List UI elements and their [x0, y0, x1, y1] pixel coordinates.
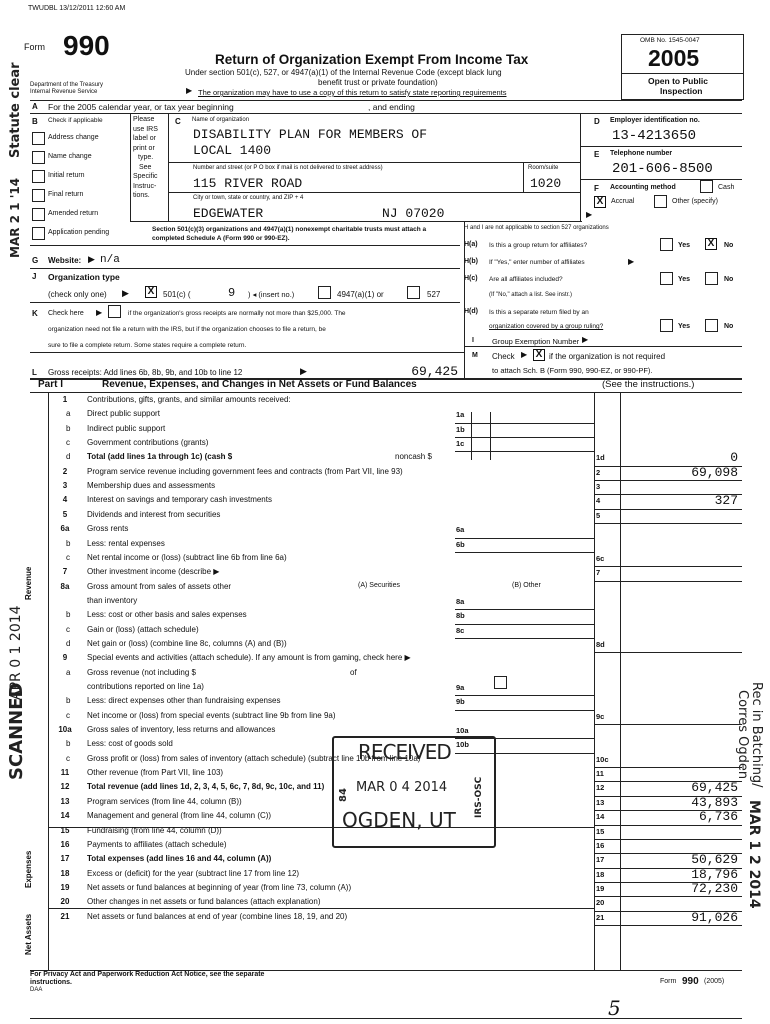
- line-number: 20: [596, 898, 605, 908]
- row-rule: [455, 538, 594, 539]
- row-number: 13: [60, 796, 70, 806]
- hb-text: If "Yes," enter number of affiliates: [489, 259, 585, 266]
- line-number: 15: [596, 826, 605, 836]
- rec-batching-stamp: Rec in Batching/: [749, 682, 764, 788]
- row-number: 7: [62, 567, 68, 577]
- row-rule: [455, 624, 594, 625]
- arrow-icon: ▶: [521, 350, 528, 359]
- l-label: L: [32, 368, 37, 377]
- row-rule: [455, 451, 594, 452]
- line-a-label: A: [32, 102, 38, 111]
- row-label: Less: cost of goods sold: [87, 739, 173, 749]
- j-label: J: [32, 272, 37, 281]
- row-rule: [455, 609, 594, 610]
- row-label: Total revenue (add lines 1d, 2, 3, 4, 5, 6c, 7, 8d, 9c, 10c, and 11): [87, 782, 325, 792]
- application-pending-label: Application pending: [48, 229, 110, 236]
- row-label: Other revenue (from Part VII, line 103): [87, 768, 224, 778]
- row-label: Payments to affiliates (attach schedule): [87, 839, 227, 849]
- gross-receipts-text: Gross receipts: Add lines 6b, 8b, 9b, and 10b to line 12: [48, 368, 243, 377]
- row-rule: [594, 839, 742, 840]
- inspection: Inspection: [660, 86, 703, 96]
- row-label-2: of: [350, 667, 357, 677]
- received-date: MAR 0 4 2014: [356, 780, 448, 795]
- 527-label: 527: [427, 290, 441, 299]
- row-rule: [594, 925, 742, 926]
- org-name-label: Name of organization: [192, 117, 250, 123]
- group-exemption-text: Group Exemption Number: [492, 337, 580, 346]
- footer-form-number: 990: [682, 976, 699, 987]
- line-number: 9c: [596, 711, 605, 721]
- privacy-instructions: instructions.: [30, 979, 73, 986]
- m-text-3: to attach Sch. B (Form 990, 990-EZ, or 990-PF).: [492, 366, 653, 375]
- row-letter: a: [66, 409, 71, 419]
- timestamp-stamp: TWUDBL 13/12/2011 12:60 AM: [28, 5, 126, 12]
- form-subtitle-2: benefit trust or private foundation): [318, 78, 438, 87]
- row-label: Other investment income (describe ▶: [87, 567, 220, 577]
- hd-label: H(d): [464, 308, 478, 315]
- row-number: 2: [62, 466, 68, 476]
- net-assets-side-label: Net Assets: [24, 913, 33, 955]
- row-label: Gross revenue (not including $: [87, 667, 196, 677]
- cash-label: Cash: [718, 184, 735, 191]
- hb-label: H(b): [464, 258, 478, 265]
- row-letter: b: [66, 610, 71, 620]
- address-change-checkbox[interactable]: [32, 132, 45, 145]
- row-rule: [455, 552, 594, 553]
- row-label-2: noncash $: [395, 452, 432, 462]
- name-change-checkbox[interactable]: [32, 151, 45, 164]
- line-number: 12: [596, 783, 605, 793]
- row-letter: b: [66, 538, 71, 548]
- row-label: Net assets or fund balances at beginning of year (from line 73, column (A)): [87, 882, 352, 892]
- final-return-checkbox[interactable]: [32, 189, 45, 202]
- row-rule: [594, 896, 742, 897]
- ha-yes-label: Yes: [678, 242, 691, 249]
- k-checkbox[interactable]: [108, 305, 121, 318]
- line-amount: 43,893: [691, 794, 738, 810]
- row-label: Excess or (deficit) for the year (subtract line 17 from line 12): [87, 868, 300, 878]
- row-rule: [594, 523, 742, 524]
- row-label: Other changes in net assets or fund balances (attach explanation): [87, 897, 321, 907]
- insert-no: ) ◂ (insert no.): [248, 290, 295, 299]
- hc-text: Are all affiliates included?: [489, 276, 563, 283]
- line-amount: 91,026: [691, 909, 738, 925]
- m-checkbox[interactable]: X: [533, 349, 545, 361]
- hd-no-checkbox[interactable]: [705, 319, 718, 332]
- room-suite: 1020: [530, 176, 562, 191]
- line-number: 5: [596, 510, 601, 520]
- batching-date-stamp: MAR 1 2 2014: [746, 800, 762, 909]
- row-number: 8a: [60, 581, 70, 591]
- hc-no-label: No: [724, 276, 734, 283]
- row-label: Fundraising (from line 44, column (D)): [87, 825, 222, 835]
- hd-no-label: No: [724, 323, 734, 330]
- line-number: 8d: [596, 639, 605, 649]
- m-label: M: [472, 352, 478, 359]
- org-type-label: Organization type: [48, 272, 120, 282]
- row-label: Contributions, gifts, grants, and similar amounts received:: [87, 395, 291, 404]
- row-rule: [594, 767, 742, 768]
- line-amount: 69,098: [691, 464, 738, 480]
- line-number: 16: [596, 840, 605, 850]
- m-check-text: Check: [492, 352, 515, 361]
- column-b-header: (B) Other: [512, 581, 541, 589]
- daa-label: DAA: [30, 987, 43, 993]
- other-method-checkbox[interactable]: [654, 195, 667, 208]
- ha-text: Is this a group return for affiliates?: [489, 242, 588, 249]
- row-rule: [455, 710, 594, 711]
- row-number: 3: [62, 481, 68, 491]
- open-public: Open to Public: [648, 76, 708, 86]
- amended-return-label: Amended return: [48, 210, 99, 217]
- arrow-icon: ▶: [586, 210, 593, 219]
- form-title: Return of Organization Exempt From Income Tax: [215, 52, 529, 67]
- row-number: 9: [62, 653, 68, 663]
- row-label: Gross sales of inventory, less returns and allowances: [87, 725, 276, 735]
- accrual-label: Accrual: [611, 198, 635, 205]
- part1-see-instructions: (See the instructions.): [602, 379, 695, 390]
- row-number: 12: [60, 782, 70, 792]
- row-label: Gross rents: [87, 524, 129, 534]
- phone-label: Telephone number: [610, 150, 673, 157]
- line-c-label: C: [175, 117, 181, 126]
- subline-number: 9a: [456, 683, 465, 692]
- subline-number: 10b: [456, 740, 469, 750]
- row-number: 1: [62, 395, 68, 404]
- line-amount: 69,425: [691, 780, 738, 796]
- column-a-header: (A) Securities: [358, 581, 401, 589]
- line-amount: 6,736: [698, 809, 738, 825]
- k-text-2: if the organization's gross receipts are normally not more than $25,000. The: [128, 310, 346, 317]
- form-number: 990: [63, 30, 110, 61]
- form-subtitle-1: Under section 501(c), 527, or 4947(a)(1) of the Internal Revenue Code (except black lung: [185, 68, 502, 77]
- line-number: 18: [596, 869, 605, 879]
- hd-text-1: Is this a separate return filed by an: [489, 309, 589, 316]
- line-e-label: E: [594, 150, 600, 159]
- row-rule: [594, 566, 742, 567]
- subline-number: 10a: [456, 726, 469, 736]
- arrow-icon: ▶: [300, 366, 307, 376]
- hc-yes-checkbox[interactable]: [660, 272, 673, 285]
- line-amount: 50,629: [691, 852, 738, 868]
- hc-yes-label: Yes: [678, 276, 691, 283]
- line-b-label: B: [32, 117, 38, 126]
- subline-number: 1b: [456, 424, 465, 434]
- row-letter: c: [66, 753, 70, 763]
- line-amount: 18,796: [691, 866, 738, 882]
- line-number: 17: [596, 855, 605, 865]
- row-label: contributions reported on line 1a): [87, 682, 204, 691]
- room-suite-label: Room/suite: [528, 165, 559, 171]
- check-only-one: (check only one): [48, 290, 107, 299]
- city-label: City or town, state or country, and ZIP + 4: [193, 195, 304, 201]
- part1-label: Part I: [38, 379, 64, 390]
- row-letter: c: [66, 438, 70, 448]
- hc-label: H(c): [464, 275, 478, 282]
- row-label: Less: rental expenses: [87, 538, 165, 548]
- line-amount: 327: [714, 493, 738, 509]
- row-label: Gain or (loss) (attach schedule): [87, 624, 199, 634]
- line-d-label: D: [594, 117, 600, 126]
- row-number: 16: [60, 839, 70, 849]
- row-letter: b: [66, 423, 71, 433]
- row-letter: b: [66, 696, 71, 706]
- tax-year: 2005: [648, 45, 700, 71]
- line-number: 2: [596, 467, 601, 477]
- row-label: Net income or (loss) from special events (subtract line 9b from line 9a): [87, 710, 336, 720]
- row-number: 11: [60, 768, 70, 778]
- row-number: 10a: [58, 725, 72, 735]
- ein-value: 13-4213650: [612, 128, 697, 144]
- part1-title: Revenue, Expenses, and Changes in Net Assets or Fund Balances: [102, 379, 417, 390]
- name-change-label: Name change: [48, 153, 92, 160]
- subline-number: 1c: [456, 439, 465, 449]
- 501c-label: 501(c) (: [163, 290, 191, 299]
- line-number: 3: [596, 482, 601, 492]
- address-change-label: Address change: [48, 134, 99, 141]
- row-label: Interest on savings and temporary cash investments: [87, 495, 272, 505]
- row-number: 6a: [60, 524, 70, 534]
- 527-checkbox[interactable]: [407, 286, 420, 299]
- cash-checkbox[interactable]: [700, 180, 713, 193]
- other-method-label: Other (specify): [672, 198, 718, 205]
- k-label: K: [32, 309, 38, 318]
- ogden-stamp: OGDEN, UT: [342, 808, 456, 832]
- expenses-side-label: Expenses: [24, 850, 33, 888]
- row-letter: c: [66, 624, 70, 634]
- arrow-icon: ▶: [88, 254, 95, 264]
- received-stamp: RECEIVED: [358, 740, 451, 764]
- g-label: G: [32, 256, 39, 265]
- org-name-line1: DISABILITY PLAN FOR MEMBERS OF: [193, 127, 428, 142]
- row-rule: [594, 825, 742, 826]
- row-number: 14: [60, 811, 70, 821]
- m-text-2: if the organization is not required: [549, 352, 666, 361]
- row-rule: [594, 509, 742, 510]
- line-number: 6c: [596, 553, 605, 563]
- row-label: Gross profit or (loss) from sales of inventory (attach schedule) (subtract line 10b from line 10a): [87, 753, 421, 763]
- irs-osc-stamp: IRS-OSC: [474, 776, 484, 818]
- ha-no-label: No: [724, 242, 734, 249]
- row-number: 17: [60, 854, 70, 864]
- row-letter: c: [66, 710, 70, 720]
- hc-note: (If "No," attach a list. See instr.): [489, 292, 572, 298]
- page-number-handwritten: 5: [608, 996, 621, 1020]
- footer-year: (2005): [704, 978, 725, 985]
- i-label: I: [472, 337, 474, 344]
- final-return-label: Final return: [48, 191, 84, 198]
- subline-number: 8c: [456, 625, 465, 635]
- row-label: Dividends and interest from securities: [87, 509, 221, 519]
- omb-number: OMB No. 1545-0047: [640, 37, 700, 44]
- row-label: Program services (from line 44, column (B)): [87, 796, 242, 806]
- line-a-text: For the 2005 calendar year, or tax year beginning: [48, 102, 234, 112]
- row-number: 19: [60, 882, 70, 892]
- row-label: than inventory: [87, 595, 138, 605]
- row-number: 18: [60, 868, 70, 878]
- state-zip: NJ 07020: [382, 206, 445, 221]
- check-applicable: Check if applicable: [48, 117, 103, 124]
- row-number: 21: [60, 911, 70, 921]
- row-label: Total expenses (add lines 16 and 44, column (A)): [87, 854, 272, 864]
- row-rule: [455, 695, 594, 696]
- ein-label: Employer identification no.: [610, 117, 700, 124]
- section-501-note: Section 501(c)(3) organizations and 4947(a)(1) nonexempt charitable trusts must attach a completed Schedule A (Form 990 or 990-EZ).: [152, 226, 427, 242]
- city: EDGEWATER: [193, 206, 264, 221]
- row-label: Less: cost or other basis and sales expenses: [87, 610, 247, 620]
- org-name-line2: LOCAL 1400: [193, 143, 272, 158]
- row-label: Net rental income or (loss) (subtract line 6b from line 6a): [87, 552, 287, 562]
- hd-yes-label: Yes: [678, 323, 691, 330]
- line-number: 1d: [596, 453, 605, 463]
- row-letter: d: [66, 638, 71, 648]
- line-number: 13: [596, 797, 605, 807]
- subline-number: 6a: [456, 525, 465, 535]
- row-label: Less: direct expenses other than fundraising expenses: [87, 696, 281, 706]
- arrow-icon: ▶: [186, 86, 193, 95]
- subline-number: 8b: [456, 611, 465, 621]
- 4947-checkbox[interactable]: [318, 286, 331, 299]
- row-label: Net gain or (loss) (combine line 8c, columns (A) and (B)): [87, 638, 287, 648]
- hc-no-checkbox[interactable]: [705, 272, 718, 285]
- k-text-4: sure to file a complete return. Some states require a complete return.: [48, 342, 247, 349]
- row-letter: c: [66, 552, 70, 562]
- row-label: Special events and activities (attach schedule). If any amount is from gaming, check here ▶: [87, 653, 411, 663]
- row-label: Direct public support: [87, 409, 160, 419]
- row-label: Management and general (from line 44, column (C)): [87, 811, 272, 821]
- line-number: 14: [596, 812, 605, 822]
- scanned-date-stamp: APR 0 1 2014: [8, 605, 24, 700]
- accounting-method-label: Accounting method: [610, 184, 676, 191]
- line-number: 21: [596, 912, 605, 922]
- application-pending-checkbox[interactable]: [32, 227, 45, 240]
- row-label: Net assets or fund balances at end of year (combine lines 18, 19, and 20): [87, 911, 348, 921]
- row-rule: [594, 652, 742, 653]
- line-number: 7: [596, 568, 601, 578]
- subline-number: 1a: [456, 410, 465, 420]
- gaming-checkbox[interactable]: [494, 676, 507, 689]
- subline-number: 8a: [456, 596, 465, 606]
- row-number: 4: [62, 495, 68, 505]
- website-value: n/a: [100, 254, 120, 266]
- row-label: Program service revenue including government fees and contracts (from Part VII, line 93): [87, 466, 403, 476]
- line-a-end: , and ending: [368, 102, 415, 112]
- line-number: 19: [596, 883, 605, 893]
- street-address: 115 RIVER ROAD: [193, 176, 303, 191]
- irs-label: Internal Revenue Service: [30, 89, 98, 95]
- 501c-number: 9: [228, 286, 236, 300]
- arrow-icon: ▶: [122, 288, 129, 298]
- amended-return-checkbox[interactable]: [32, 208, 45, 221]
- row-letter: d: [66, 452, 71, 462]
- row-letter: a: [66, 667, 71, 677]
- ha-no-checkbox[interactable]: X: [705, 238, 717, 250]
- line-number: 10c: [596, 754, 609, 764]
- arrow-icon: ▶: [628, 257, 635, 266]
- row-rule: [594, 724, 742, 725]
- row-label: Indirect public support: [87, 423, 166, 433]
- row-rule: [455, 638, 594, 639]
- h-intro: H and I are not applicable to section 527 organizations: [464, 225, 609, 231]
- phone-value: 201-606-8500: [612, 161, 713, 177]
- line-number: 4: [596, 496, 601, 506]
- initial-return-label: Initial return: [48, 172, 85, 179]
- website-label: Website:: [48, 256, 82, 265]
- statute-clear-stamp: Statute clear: [8, 62, 23, 158]
- form-word: Form: [24, 42, 45, 52]
- line-f-label: F: [594, 184, 599, 193]
- k-check-here: Check here: [48, 310, 84, 317]
- row-rule: [455, 423, 594, 424]
- row-label: Total (add lines 1a through 1c) (cash $: [87, 452, 233, 462]
- 501c-checkbox[interactable]: X: [145, 286, 157, 298]
- mar-date-stamp: MAR 2 1 '14: [8, 177, 22, 258]
- privacy-notice: For Privacy Act and Paperwork Reduction Act Notice, see the separate: [30, 971, 265, 978]
- hd-yes-checkbox[interactable]: [660, 319, 673, 332]
- street-label: Number and street (or P O box if mail is not delivered to street address): [193, 165, 383, 171]
- row-number: 5: [62, 509, 68, 519]
- corres-ogden-stamp: Corres Ogden: [735, 690, 750, 780]
- subline-number: 6b: [456, 539, 465, 549]
- row-label: Membership dues and assessments: [87, 481, 216, 491]
- please-use-irs-label: Please use IRS label or print or type. See Specific Instruc- tions.: [133, 116, 158, 199]
- line-amount: 0: [730, 450, 738, 466]
- k-text-3: organization need not file a return with the IRS, but if the organization chooses to file a return, be: [48, 326, 326, 333]
- arrow-icon: ▶: [96, 308, 103, 317]
- initial-return-checkbox[interactable]: [32, 170, 45, 183]
- row-label: Gross amount from sales of assets other: [87, 581, 232, 591]
- row-label: Government contributions (grants): [87, 438, 209, 448]
- revenue-side-label: Revenue: [24, 566, 33, 600]
- row-letter: b: [66, 739, 71, 749]
- 4947-label: 4947(a)(1) or: [337, 290, 384, 299]
- hd-text-2: organization covered by a group ruling?: [489, 323, 604, 330]
- row-number: 15: [60, 825, 70, 835]
- ha-yes-checkbox[interactable]: [660, 238, 673, 251]
- form-subtitle-3: The organization may have to use a copy of this return to satisfy state reporting requirements: [198, 88, 507, 97]
- dept-treasury: Department of the Treasury: [30, 82, 104, 88]
- arrow-icon: ▶: [582, 335, 589, 344]
- row-number: 20: [60, 897, 70, 907]
- line-amount: 72,230: [691, 880, 738, 896]
- subline-number: 9b: [456, 697, 465, 707]
- stamp-number: 84: [338, 788, 349, 802]
- row-rule: [455, 437, 594, 438]
- footer-form-word: Form: [660, 978, 677, 985]
- accrual-checkbox[interactable]: X: [594, 196, 606, 208]
- row-rule: [594, 581, 742, 582]
- scanned-stamp: SCANNED: [6, 682, 27, 780]
- row-rule: [594, 480, 742, 481]
- ha-label: H(a): [464, 241, 478, 248]
- gross-receipts-value: 69,425: [411, 364, 458, 379]
- line-number: 11: [596, 769, 604, 779]
